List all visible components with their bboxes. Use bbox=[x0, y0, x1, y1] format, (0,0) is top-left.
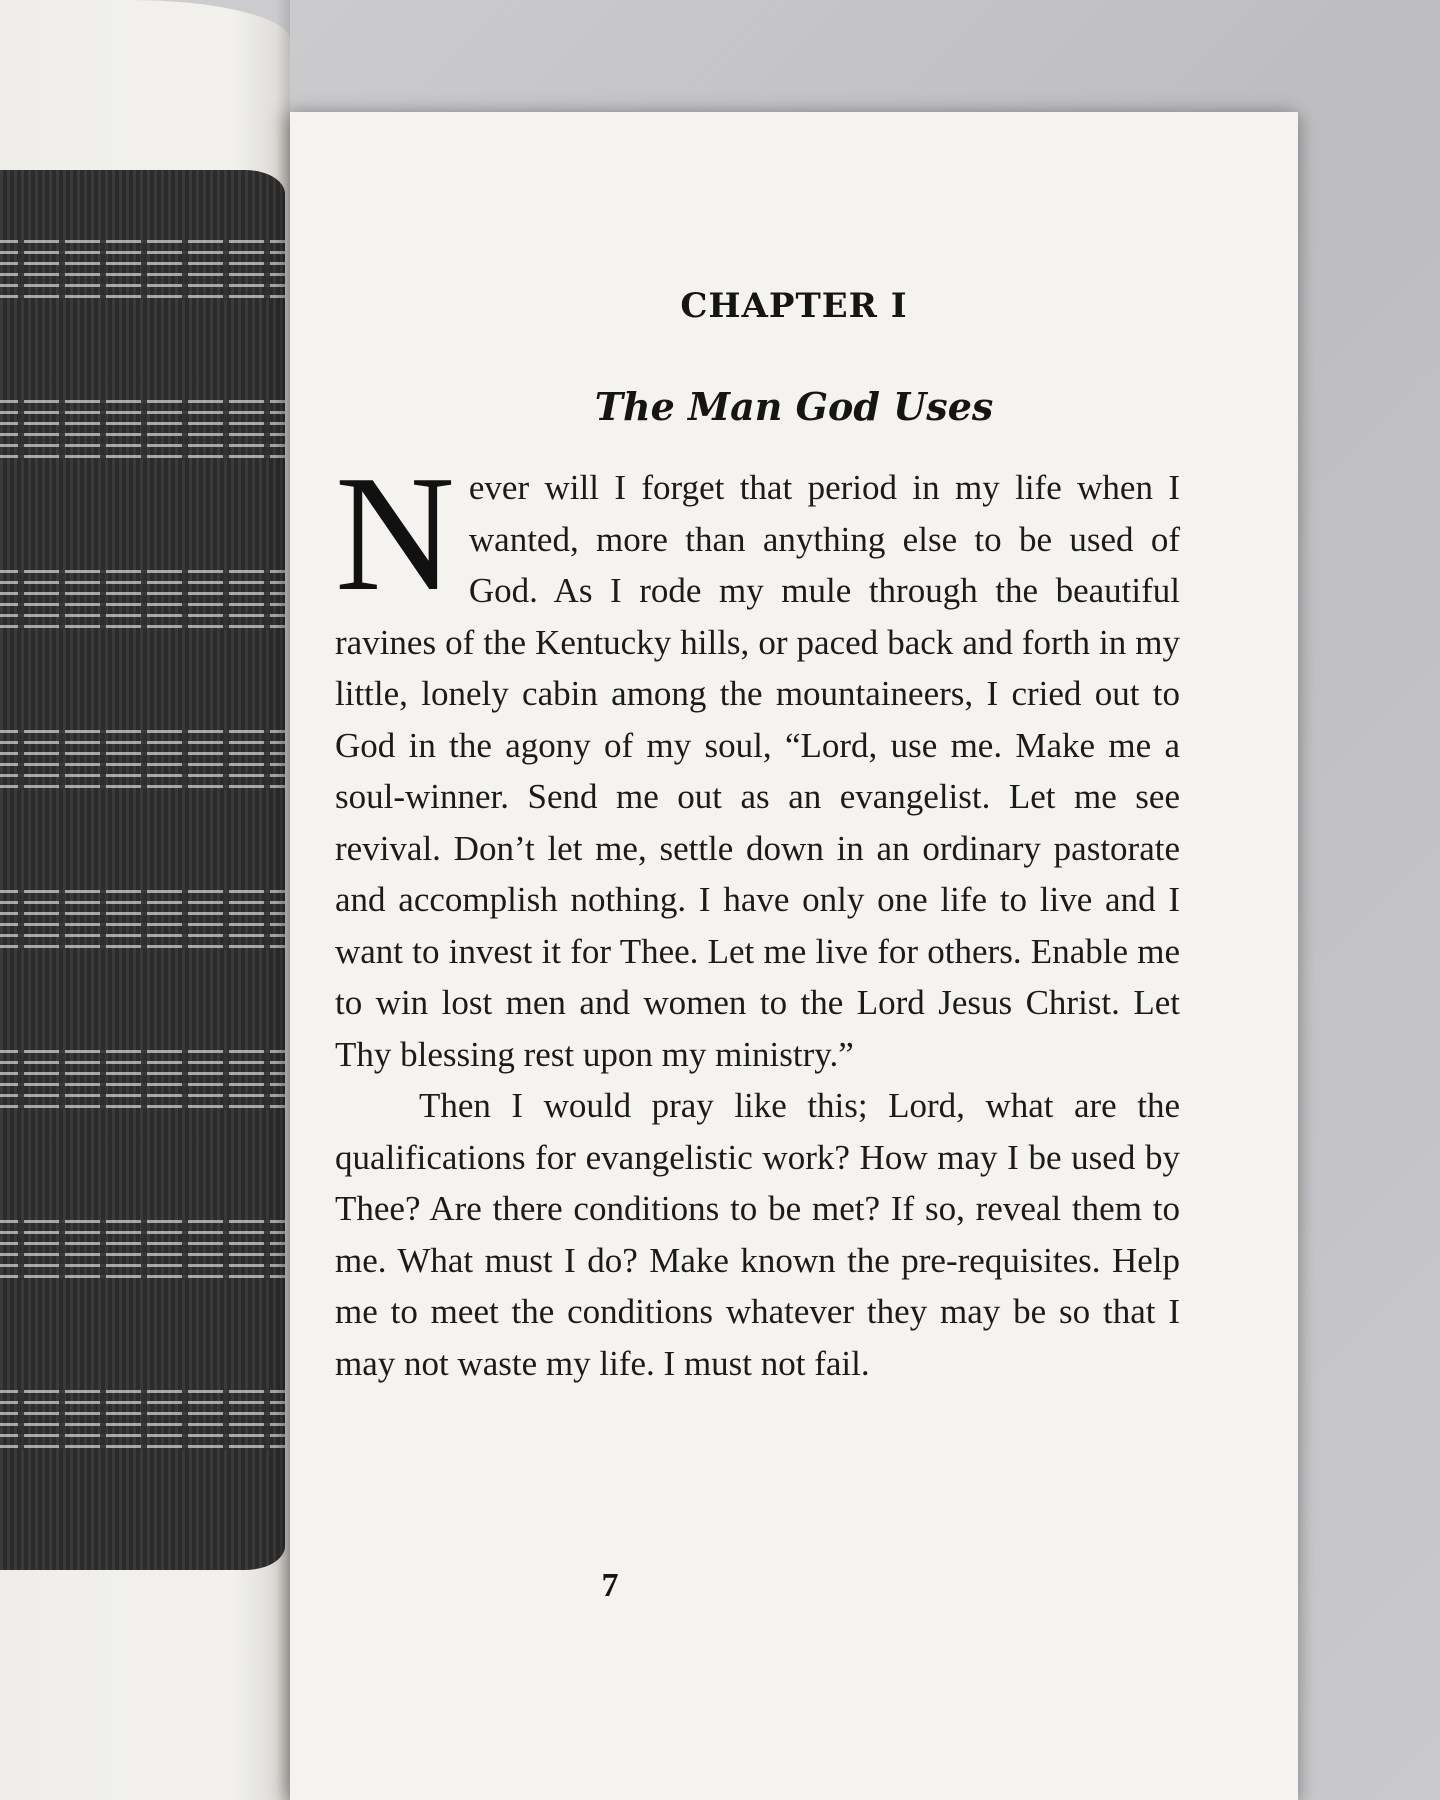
paragraph-2: Then I would pray like this; Lord, what are the qualifications for evangelistic work? How may I be used by Thee? Are there conditions to be met? If so, reveal them to me. What must I do? Make known the pre-requisites. Help me to meet the conditions whatever they may be so that I may not waste my life. I must not fail. bbox=[335, 1086, 1180, 1383]
chapter-label: CHAPTER I bbox=[680, 286, 908, 326]
music-staff bbox=[0, 730, 285, 790]
music-staff bbox=[0, 240, 285, 300]
sheet-music-image bbox=[0, 170, 285, 1570]
paragraph-1 bbox=[335, 441, 1180, 1080]
music-staff bbox=[0, 400, 285, 460]
chapter-title: The Man God Uses bbox=[594, 384, 994, 429]
paragraph-1-text: ever will I forget that period in my life when I wanted, more than anything else to be used of God. As I rode my mule through the beautiful ravines of the Kentucky hills, or paced back and forth in my little, lonely cabin among the mountaineers, I cried out to God in the agony of my soul, “Lord, use me. Make me a soul-winner. Send me out as an evangelist. Let me see revival. Don’t let me, settle down in an ordinary pastorate and accomplish nothing. I have only one life to live and I want to invest it for Thee. Let me live for others. Enable me to win lost men and women to the Lord Jesus Christ. Let Thy blessing rest upon my ministry.” bbox=[335, 468, 1180, 1074]
music-staff bbox=[0, 1390, 285, 1450]
chapter-body bbox=[335, 441, 1180, 1389]
page-number: 7 bbox=[601, 1567, 619, 1604]
music-staff bbox=[0, 1220, 285, 1280]
drop-cap: N bbox=[335, 441, 455, 625]
left-page bbox=[0, 0, 290, 1800]
book-page bbox=[290, 112, 1298, 1800]
music-staff bbox=[0, 890, 285, 950]
music-staff bbox=[0, 570, 285, 630]
music-staff bbox=[0, 1050, 285, 1110]
